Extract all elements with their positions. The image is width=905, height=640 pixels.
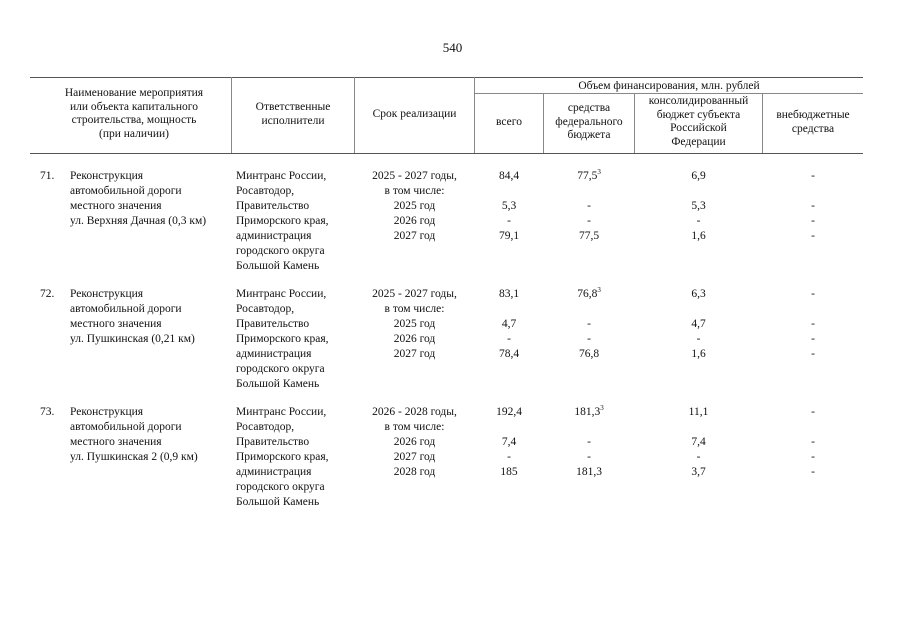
table-top-border bbox=[30, 77, 863, 78]
offbudget-value: - bbox=[811, 406, 815, 418]
federal-value: 181,3 bbox=[576, 466, 602, 478]
row-executors: Минтранс России, Росавтодор, Правительство Приморского края, администрация городского округа Большой Камень bbox=[236, 406, 329, 508]
row-number: 73. bbox=[40, 406, 55, 418]
row-number: 72. bbox=[40, 288, 55, 300]
consolidated-value: 4,7 bbox=[691, 318, 706, 330]
header-divider bbox=[354, 77, 355, 153]
consolidated-value: 7,4 bbox=[691, 436, 706, 448]
offbudget-value: - bbox=[811, 333, 815, 345]
federal-value: - bbox=[587, 436, 591, 448]
row-term: 2026 - 2028 годы, в том числе: 2026 год 2027 год 2028 год bbox=[372, 406, 457, 478]
row-term: 2025 - 2027 годы, в том числе: 2025 год 2026 год 2027 год bbox=[372, 288, 457, 360]
page-number: 540 bbox=[442, 40, 463, 55]
header-name: Наименование мероприятия или объекта капитального строительства, мощность (при наличии) bbox=[64, 87, 204, 140]
federal-value: 77,5 bbox=[578, 230, 600, 242]
row-name: Реконструкция автомобильной дороги местного значения ул. Пушкинская (0,21 км) bbox=[70, 288, 195, 345]
total-value: 185 bbox=[500, 466, 518, 478]
federal-value bbox=[545, 405, 633, 420]
offbudget-value: - bbox=[811, 436, 815, 448]
federal-amount: 76,8 bbox=[577, 288, 598, 300]
total-value: - bbox=[507, 215, 511, 227]
total-value: 7,4 bbox=[501, 436, 517, 448]
footnote-mark: 3 bbox=[600, 404, 604, 413]
total-value: 5,3 bbox=[501, 200, 517, 212]
header-executors: Ответственные исполнители bbox=[255, 101, 331, 127]
offbudget-value: - bbox=[811, 451, 815, 463]
row-term: 2025 - 2027 годы, в том числе: 2025 год 2026 год 2027 год bbox=[372, 170, 457, 242]
consolidated-value: 6,9 bbox=[691, 170, 706, 182]
row-executors: Минтранс России, Росавтодор, Правительство Приморского края, администрация городского округа Большой Камень bbox=[236, 288, 329, 390]
total-value: 83,1 bbox=[498, 288, 520, 300]
consolidated-value: 6,3 bbox=[691, 288, 706, 300]
consolidated-value: 5,3 bbox=[691, 200, 706, 212]
header-divider bbox=[231, 77, 232, 153]
total-value: 4,7 bbox=[501, 318, 517, 330]
header-consolidated: консолидированный бюджет субъекта Российской Федерации bbox=[648, 95, 749, 148]
total-value: 84,4 bbox=[498, 170, 520, 182]
row-executors: Минтранс России, Росавтодор, Правительство Приморского края, администрация городского округа Большой Камень bbox=[236, 170, 329, 272]
consolidated-value: 3,7 bbox=[691, 466, 706, 478]
row-number: 71. bbox=[40, 170, 55, 182]
consolidated-value: 11,1 bbox=[688, 406, 709, 418]
offbudget-value: - bbox=[811, 200, 815, 212]
consolidated-value: 1,6 bbox=[691, 230, 706, 242]
header-divider bbox=[762, 93, 763, 153]
offbudget-value: - bbox=[811, 318, 815, 330]
federal-value: - bbox=[587, 215, 591, 227]
footnote-mark: 3 bbox=[597, 286, 601, 295]
header-offbudget: внебюджетные средства bbox=[776, 109, 850, 135]
federal-value: - bbox=[587, 200, 591, 212]
offbudget-value: - bbox=[811, 230, 815, 242]
federal-value: - bbox=[587, 333, 591, 345]
consolidated-value: - bbox=[696, 451, 701, 463]
header-term: Срок реализации bbox=[372, 108, 457, 120]
header-federal: средства федерального бюджета bbox=[555, 102, 623, 141]
header-divider bbox=[634, 93, 635, 153]
offbudget-value: - bbox=[811, 466, 815, 478]
header-financing: Объем финансирования, млн. рублей bbox=[578, 80, 760, 92]
offbudget-value: - bbox=[811, 348, 815, 360]
table-header-bottom-border bbox=[30, 153, 863, 154]
federal-amount: 181,3 bbox=[574, 406, 601, 418]
row-name: Реконструкция автомобильной дороги местного значения ул. Пушкинская 2 (0,9 км) bbox=[70, 406, 198, 463]
header-divider bbox=[474, 77, 475, 153]
total-value: 78,4 bbox=[498, 348, 520, 360]
header-divider bbox=[543, 93, 544, 153]
federal-value bbox=[545, 287, 633, 302]
row-name: Реконструкция автомобильной дороги местного значения ул. Верхняя Дачная (0,3 км) bbox=[70, 170, 207, 227]
total-value: 79,1 bbox=[498, 230, 520, 242]
consolidated-value: - bbox=[696, 215, 701, 227]
federal-value: - bbox=[587, 451, 591, 463]
federal-value: 76,8 bbox=[578, 348, 600, 360]
federal-value: - bbox=[587, 318, 591, 330]
federal-value bbox=[545, 169, 633, 184]
offbudget-value: - bbox=[811, 170, 815, 182]
federal-amount: 77,5 bbox=[577, 170, 598, 182]
consolidated-value: 1,6 bbox=[691, 348, 706, 360]
total-value: - bbox=[507, 451, 511, 463]
footnote-mark: 3 bbox=[597, 168, 601, 177]
total-value: 192,4 bbox=[496, 406, 522, 418]
total-value: - bbox=[507, 333, 511, 345]
offbudget-value: - bbox=[811, 288, 815, 300]
header-total: всего bbox=[496, 116, 522, 128]
consolidated-value: - bbox=[696, 333, 701, 345]
offbudget-value: - bbox=[811, 215, 815, 227]
